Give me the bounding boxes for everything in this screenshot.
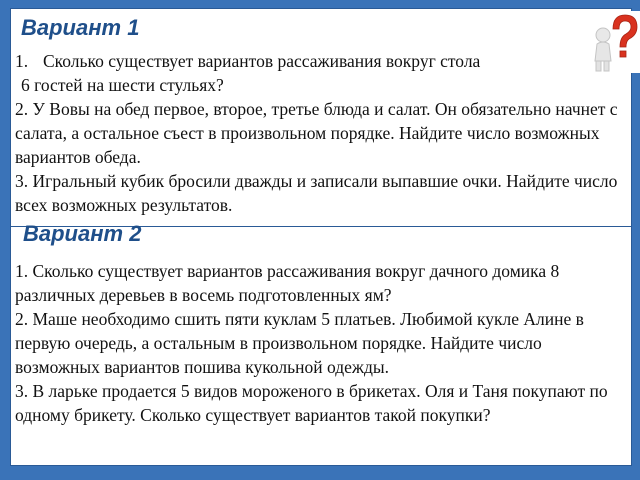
variant-1-task-1 xyxy=(15,49,623,97)
variant-1-tasks xyxy=(15,49,623,217)
task-text-line-2: 6 гостей на шести стульях? xyxy=(21,75,224,95)
variant-1-title: Вариант 1 xyxy=(21,15,140,40)
task-number: 1. xyxy=(15,51,29,71)
variant-2-card xyxy=(10,221,632,466)
question-mark-figure-icon xyxy=(589,11,640,73)
variant-1-card xyxy=(10,8,632,228)
task-text-line-1: Сколько существует вариантов рассаживания вокруг стола xyxy=(43,51,481,71)
variant-2-task-2: 2. Маше необходимо сшить пяти куклам 5 платьев. Любимой кукле Алине в первую очередь, а остальным в произвольном порядке. Найдите число возможных вариантов пошива кукольной одежды. xyxy=(15,309,584,377)
variant-2-task-3: 3. В ларьке продается 5 видов мороженого в брикетах. Оля и Таня покупают по одному брикету. Сколько существует вариантов такой покупки? xyxy=(15,381,608,425)
question-figure xyxy=(589,11,640,73)
variant-2-task-1: 1. Сколько существует вариантов рассаживания вокруг дачного домика 8 различных деревьев в восемь подготовленных ям? xyxy=(15,261,560,305)
variant-2-title: Вариант 2 xyxy=(23,221,142,246)
variant-1-task-3: 3. Игральный кубик бросили дважды и записали выпавшие очки. Найдите число всех возможных результатов. xyxy=(15,171,618,215)
variant-1-task-2: 2. У Вовы на обед первое, второе, третье блюда и салат. Он обязательно начнет с салата, а остальное съест в произвольном порядке. Найдите число возможных вариантов обеда. xyxy=(15,99,618,167)
variant-2-tasks xyxy=(15,259,623,427)
